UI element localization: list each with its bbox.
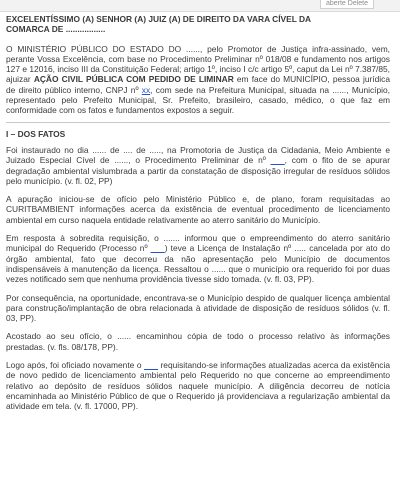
intro-text-1: O MINISTÉRIO PÚBLICO DO ESTADO DO ......, pelo Promotor de Justiça infra-assinado, vem, perante Vossa Excelência, com base no Procedimento Preliminar nº 018/08 e fundamento nos artigos 127 e 12016, inciso III da Constituição Federal; artigo 1º, inciso I c/c artigo 5º, caput da Lei nº 7.387/85, ajuizar <box>6 43 390 85</box>
toolbar-actions[interactable]: aberte Delete <box>320 0 374 9</box>
document-body <box>6 14 390 420</box>
paragraph-3-text-a: Em resposta à sobredita requisição, o ....... informou que o empreendimento do aterro sanitário municipal do Requerido (Processo nº <box>6 233 390 254</box>
heading-line-2: COMARCA DE ................. <box>6 24 106 35</box>
procedure-number-link[interactable]: ___ <box>270 155 285 166</box>
document-heading <box>6 14 390 35</box>
paragraph-1 <box>6 145 390 186</box>
section-divider <box>6 122 390 123</box>
intro-text-2: em face do MUNICÍPIO, pessoa jurídica de direito público interno, CNPJ nº <box>6 74 390 95</box>
process-number-link[interactable]: ___ <box>150 243 165 254</box>
top-toolbar <box>0 0 400 12</box>
paragraph-4: Por consequência, na oportunidade, encontrava-se o Município despido de qualquer licença ambiental para construção/implantação de obra relacionada à atividade de disposição de resíduos sólidos (v. fl. 03, PP). <box>6 292 390 324</box>
paragraph-6-text-b: requisitando-se informações atualizadas acerca da existência de novo pedido de licenciamento ambiental pelo Requerido no que concerne ao empreendimento relativo ao depósito de resíduos sólidos naquele município. A diligência decorreu de notícia encaminhada ao Ministério Público de que o Requerido já providenciava a regularização ambiental da atividade em tela. (v. fl. 17000, PP). <box>6 360 390 412</box>
paragraph-1-text-a: Foi instaurado no dia ...... de .... de ....., na Promotoria de Justiça da Cidadania, Meio Ambiente e Juizado Especial Cível de ......, o Procedimento Preliminar de nº <box>6 144 390 166</box>
intro-text-3: , com sede na Prefeitura Municipal, situada na ......, Município, representado pelo Prefeito Municipal, Sr. Prefeito, brasileiro, casado, médico, o que faz em conformidade com os fatos e fundamentos expostos a seguir. <box>6 84 390 116</box>
paragraph-3 <box>6 233 390 284</box>
action-title: AÇÃO CIVIL PÚBLICA COM PEDIDO DE LIMINAR <box>33 74 234 85</box>
intro-paragraph <box>6 44 390 116</box>
cnpj-link[interactable]: xx <box>141 84 151 95</box>
paragraph-6 <box>6 360 390 411</box>
heading-line-1: EXCELENTÍSSIMO (A) SENHOR (A) JUIZ (A) DE DIREITO DA VARA CÍVEL DA <box>6 14 312 24</box>
paragraph-6-text-a: Logo após, foi oficiado novamente o <box>6 360 144 371</box>
paragraph-3-text-b: ) teve a Licença de Instalação nº ..... cancelada por ato do órgão ambiental, fato que decorreu da não apresentação pelo Município de documentos indispensáveis à manutenção da licença. Ressaltou o ...... que o município ora requerido foi por duas vezes notificado sem que nenhuma providência tivesse sido tomada. (v. fl. 03, PP). <box>6 243 391 285</box>
section-title: I – DOS FATOS <box>6 128 66 139</box>
paragraph-1-text-b: , com o fito de se apurar degradação ambiental vislumbrada a partir da constatação de disposição irregular de resíduos sólidos pelo município. (v. fl. 02, PP) <box>6 155 390 186</box>
paragraph-5: Acostado ao seu ofício, o ...... encaminhou cópia de todo o processo relativo às informações prestadas. (v. fls. 08/178, PP). <box>6 331 390 352</box>
agency-link[interactable]: ___ <box>144 360 158 371</box>
paragraph-2: A apuração iniciou-se de ofício pelo Ministério Público e, de plano, foram requisitadas ao CURITBAMBIENT informações acerca da existência de eventual procedimento de licenciamento ambiental em curso naquela entidade relativamente ao aterro sanitário do Município. <box>6 194 390 225</box>
